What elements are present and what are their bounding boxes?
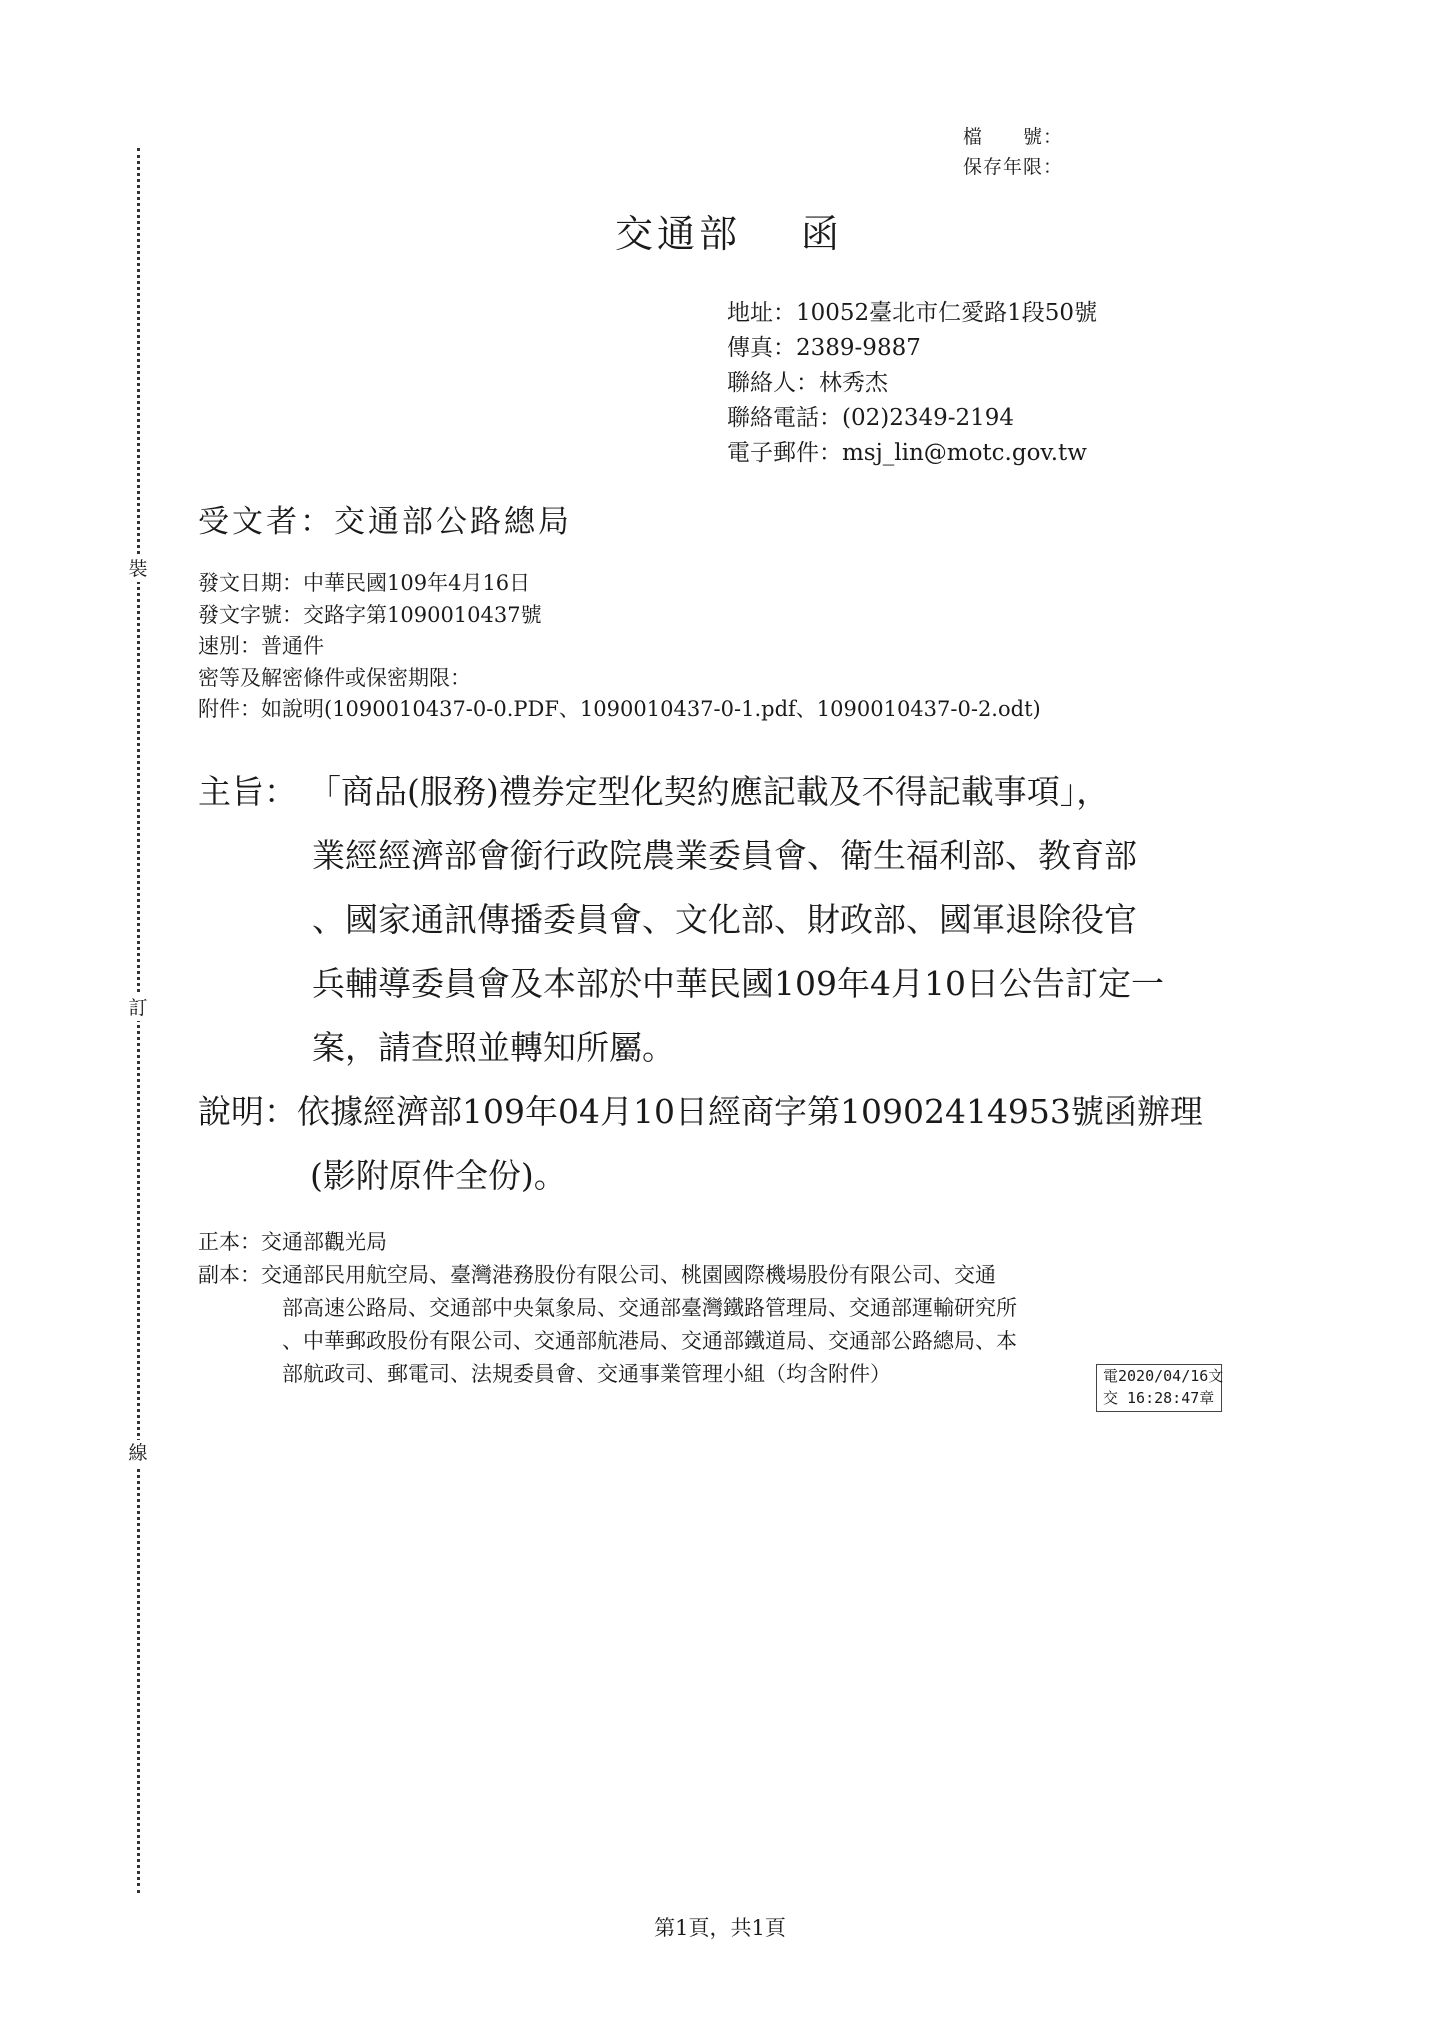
title-doc-type: 函 [801, 212, 844, 256]
explanation-line: 依據經濟部109年04月10日經商字第10902414953號函辦理 [297, 1092, 1203, 1131]
subject-section [198, 760, 1164, 1080]
subject-line: 「商品(服務)禮券定型化契約應記載及不得記載事項」， [308, 772, 1110, 811]
secrecy-level: 密等及解密條件或保密期限： [198, 665, 471, 690]
copy-line: 部高速公路局、交通部中央氣象局、交通部臺灣鐵路管理局、交通部運輸研究所 [282, 1296, 1017, 1320]
binding-mark-ding: 訂 [122, 995, 154, 1021]
file-number-label: 檔 號： [963, 126, 1064, 148]
binding-mark-xian: 線 [122, 1440, 154, 1466]
subject-line: 案，請查照並轉知所屬。 [312, 1028, 675, 1067]
binding-mark-zhuang: 裝 [122, 556, 154, 582]
title-agency: 交通部 [615, 212, 742, 256]
contact-address: 地址：10052臺北市仁愛路1段50號 [727, 300, 1098, 326]
copy-line: 、中華郵政股份有限公司、交通部航港局、交通部鐵道局、交通部公路總局、本 [282, 1329, 1017, 1353]
issue-number: 發文字號：交路字第1090010437號 [198, 602, 542, 627]
distribution-section [198, 1226, 1017, 1391]
retention-label: 保存年限： [963, 156, 1064, 178]
contact-phone: 聯絡電話：(02)2349-2194 [727, 405, 1015, 431]
contact-person: 聯絡人：林秀杰 [727, 370, 888, 396]
contact-block [727, 296, 1097, 471]
explanation-section [198, 1080, 1203, 1208]
file-info [963, 122, 1063, 182]
subject-line: 業經經濟部會銜行政院農業委員會、衛生福利部、教育部 [312, 836, 1137, 875]
explanation-label: 說明： [198, 1092, 297, 1131]
copy-line: 部航政司、郵電司、法規委員會、交通事業管理小組（均含附件） [282, 1362, 891, 1386]
document-title [615, 203, 843, 258]
issue-date: 發文日期：中華民國109年4月16日 [198, 571, 531, 595]
copy-label: 副本： [198, 1263, 261, 1287]
page-number: 第1頁，共1頁 [654, 1916, 786, 1940]
contact-fax: 傳真：2389-9887 [727, 335, 921, 361]
speed-class: 速別：普通件 [198, 634, 324, 658]
contact-email: 電子郵件：msj_lin@motc.gov.tw [727, 440, 1087, 466]
subject-label: 主旨： [198, 772, 297, 811]
electronic-seal-stamp [1096, 1364, 1222, 1412]
attachments: 附件：如說明(1090010437-0-0.PDF、1090010437-0-1.pdf、1090010437-0-2.odt) [198, 697, 1041, 721]
document-meta [198, 568, 1041, 726]
recipient: 受文者：交通部公路總局 [198, 504, 572, 540]
explanation-line: (影附原件全份)。 [310, 1156, 567, 1195]
subject-line: 、國家通訊傳播委員會、文化部、財政部、國軍退除役官 [312, 900, 1137, 939]
copy-line: 交通部民用航空局、臺灣港務股份有限公司、桃園國際機場股份有限公司、交通 [261, 1263, 996, 1287]
stamp-line: 交 16:28:47章 [1103, 1389, 1215, 1407]
original-recipient: 正本：交通部觀光局 [198, 1230, 387, 1254]
subject-line: 兵輔導委員會及本部於中華民國109年4月10日公告訂定一 [312, 964, 1164, 1003]
stamp-line: 電2020/04/16文 [1103, 1367, 1224, 1385]
